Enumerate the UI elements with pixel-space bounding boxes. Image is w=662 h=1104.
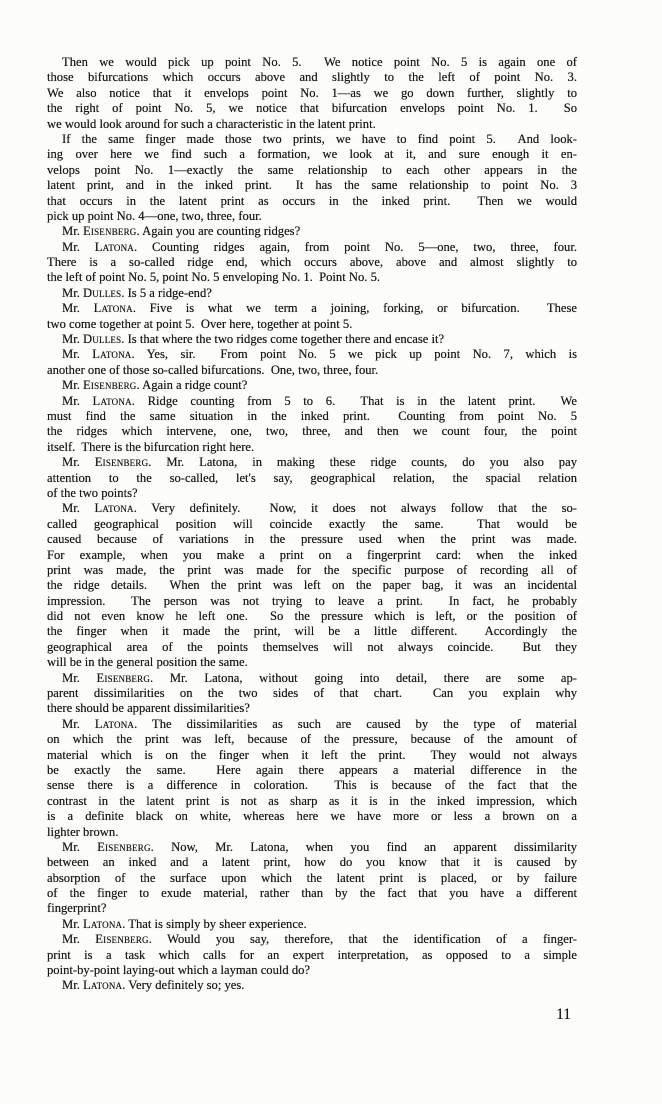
transcript-line: those bifurcations which occurs above and slightly to the left of point No. 3. <box>47 70 577 85</box>
paragraph <box>47 671 577 717</box>
transcript-line: Mr. Latona. Five is what we term a joining, forking, or bifurcation. These <box>62 301 578 316</box>
transcript-line: be exactly the same. Here again there appears a material difference in the <box>47 762 577 777</box>
paragraph <box>47 917 577 932</box>
transcript-line: Mr. Eisenberg. Would you say, therefore, that the identification of a finger- <box>62 932 578 947</box>
transcript-line: we would look around for such a characteristic in the latent print. <box>47 116 376 131</box>
transcript-line: the left of point No. 5, point No. 5 enveloping No. 1. Point No. 5. <box>47 270 381 285</box>
paragraph <box>47 347 577 378</box>
transcript-line: of the two points? <box>47 485 138 500</box>
transcript-line: Mr. Latona. Very definitely. Now, it does not always follow that the so- <box>62 501 578 516</box>
transcript-line: Mr. Eisenberg. Again you are counting ridges? <box>62 224 301 239</box>
transcript-line: We also notice that it envelops point No. 1—as we go down further, slightly to <box>47 85 577 100</box>
transcript-line: ing over here we find such a formation, we look at it, and sure enough it en- <box>47 147 577 162</box>
transcript-line: on which the print was left, because of the pressure, because of the amount of <box>47 732 577 747</box>
paragraph <box>47 394 577 456</box>
transcript-line: sense there is a difference in coloration. This is because of the fact that the <box>47 778 577 793</box>
speaker-name: Latona <box>83 916 123 931</box>
transcript-line: Mr. Eisenberg. Mr. Latona, in making these ridge counts, do you also pay <box>62 455 577 470</box>
transcript-line: the finger when it made the print, will be a little different. Accordingly the <box>47 624 577 639</box>
paragraph <box>47 286 577 301</box>
speaker-name: Dulles <box>83 332 122 347</box>
transcript-line: If the same finger made those two prints, we have to find point 5. And look- <box>62 131 577 146</box>
page-number: 11 <box>556 1006 571 1023</box>
transcript-line: caused because of variations in the pressure used when the print was made. <box>47 532 577 547</box>
speaker-name: Latona <box>92 347 132 362</box>
transcript-line: point-by-point laying-out which a layman could do? <box>47 963 311 978</box>
speaker-name: Eisenberg <box>95 932 149 947</box>
transcript-line: between an inked and a latent print, how do you know that it is caused by <box>47 855 577 870</box>
transcript-line: parent dissimilarities on the two sides of that chart. Can you explain why <box>47 686 577 701</box>
transcript-line: pick up point No. 4—one, two, three, four. <box>47 208 262 223</box>
transcript-line: Mr. Latona. Ridge counting from 5 to 6. That is in the latent print. We <box>62 393 577 408</box>
speaker-name: Latona <box>93 301 133 316</box>
transcript-line: there should be apparent dissimilarities? <box>47 701 250 716</box>
paragraph <box>47 978 577 993</box>
speaker-name: Eisenberg <box>83 224 137 239</box>
transcript-line: Mr. Dulles. Is 5 a ridge-end? <box>62 285 212 300</box>
speaker-name: Eisenberg <box>96 670 151 685</box>
transcript-line: Mr. Eisenberg. Now, Mr. Latona, when you find an apparent dissimilarity <box>62 839 577 854</box>
transcript-line: the ridge details. When the print was left on the paper bag, it was an incidental <box>47 578 577 593</box>
transcript-line: that occurs in the latent print as occurs in the inked print. Then we would <box>47 193 577 208</box>
speaker-name: Latona <box>94 501 134 516</box>
speaker-name: Eisenberg <box>97 839 151 854</box>
transcript-line: latent print, and in the inked print. It has the same relationship to point No. 3 <box>47 178 577 193</box>
transcript-line: print is a task which calls for an expert interpretation, as opposed to a simple <box>47 947 577 962</box>
transcript-line: absorption of the surface upon which the latent print is placed, or by failure <box>47 870 577 885</box>
transcript-line: Mr. Latona. Very definitely so; yes. <box>62 978 245 993</box>
transcript-line: There is a so-called ridge end, which occurs above, above and almost slightly to <box>47 255 577 270</box>
paragraph <box>47 932 577 978</box>
transcript-line: Mr. Latona. Counting ridges again, from point No. 5—one, two, three, four. <box>62 239 577 254</box>
transcript-line: another one of those so-called bifurcations. One, two, three, four. <box>47 362 379 377</box>
transcript-line: Mr. Eisenberg. Mr. Latona, without going into detail, there are some ap- <box>62 670 577 685</box>
speaker-name: Latona <box>94 239 134 254</box>
transcript-line: print was made, the print was made for the specific purpose of recording all of <box>47 562 577 577</box>
paragraph <box>47 840 577 917</box>
speaker-name: Dulles <box>83 285 122 300</box>
paragraph <box>47 301 577 332</box>
transcript-line: Mr. Dulles. Is that where the two ridges come together there and encase it? <box>62 332 445 347</box>
transcript-line: lighter brown. <box>47 824 119 839</box>
transcript-line: contrast in the latent print is not as sharp as it is in the inked impression, which <box>47 793 577 808</box>
paragraph <box>47 455 577 501</box>
transcript-line: will be in the general position the same. <box>47 655 248 670</box>
speaker-name: Eisenberg <box>94 455 149 470</box>
paragraph <box>47 717 577 840</box>
paragraph <box>47 501 577 670</box>
transcript-line: Mr. Eisenberg. Again a ridge count? <box>62 378 248 393</box>
transcript-line: Mr. Latona. Yes, sir. From point No. 5 we pick up point No. 7, which is <box>62 347 577 362</box>
transcript-line: must find the same situation in the inked print. Counting from point No. 5 <box>47 408 577 423</box>
paragraph <box>47 132 577 224</box>
transcript <box>47 55 577 994</box>
transcript-line: itself. There is the bifurcation right here. <box>47 439 255 454</box>
speaker-name: Latona <box>94 716 135 731</box>
transcript-line: fingerprint? <box>47 901 107 916</box>
transcript-line: is a definite black on white, whereas here we have more or less a brown on a <box>47 809 577 824</box>
transcript-line: the right of point No. 5, we notice that bifurcation envelops point No. 1. So <box>47 101 577 116</box>
paragraph <box>47 332 577 347</box>
transcript-line: did not even know he left one. So the pressure which is left, or the position of <box>47 609 577 624</box>
transcript-line: attention to the so-called, let's say, geographical relation, the spacial relation <box>47 470 577 485</box>
transcript-line: For example, when you make a print on a fingerprint card: when the inked <box>47 547 577 562</box>
transcript-line: called geographical position will coincide exactly the same. That would be <box>47 516 577 531</box>
transcript-line: material which is on the finger when it left the print. They would not always <box>47 747 577 762</box>
paragraph <box>47 55 577 132</box>
transcript-line: velops point No. 1—exactly the same relationship to each other appears in the <box>47 162 577 177</box>
transcript-line: Then we would pick up point No. 5. We notice point No. 5 is again one of <box>62 55 577 69</box>
paragraph <box>47 378 577 393</box>
speaker-name: Eisenberg <box>83 378 137 393</box>
transcript-line: the ridges which intervene, one, two, three, and then we count four, the point <box>47 424 577 439</box>
speaker-name: Latona <box>83 978 123 993</box>
transcript-line: impression. The person was not trying to leave a print. In fact, he probably <box>47 593 577 608</box>
paragraph <box>47 224 577 239</box>
transcript-line: Mr. Latona. The dissimilarities as such are caused by the type of material <box>62 716 577 731</box>
transcript-line: of the finger to exude material, rather than by the fact that you have a different <box>47 886 577 901</box>
transcript-line: geographical area of the points themselves will not always coincide. But they <box>47 639 577 654</box>
transcript-line: two come together at point 5. Over here, together at point 5. <box>47 316 353 331</box>
speaker-name: Latona <box>92 393 132 408</box>
paragraph <box>47 240 577 286</box>
transcript-line: Mr. Latona. That is simply by sheer experience. <box>62 916 307 931</box>
